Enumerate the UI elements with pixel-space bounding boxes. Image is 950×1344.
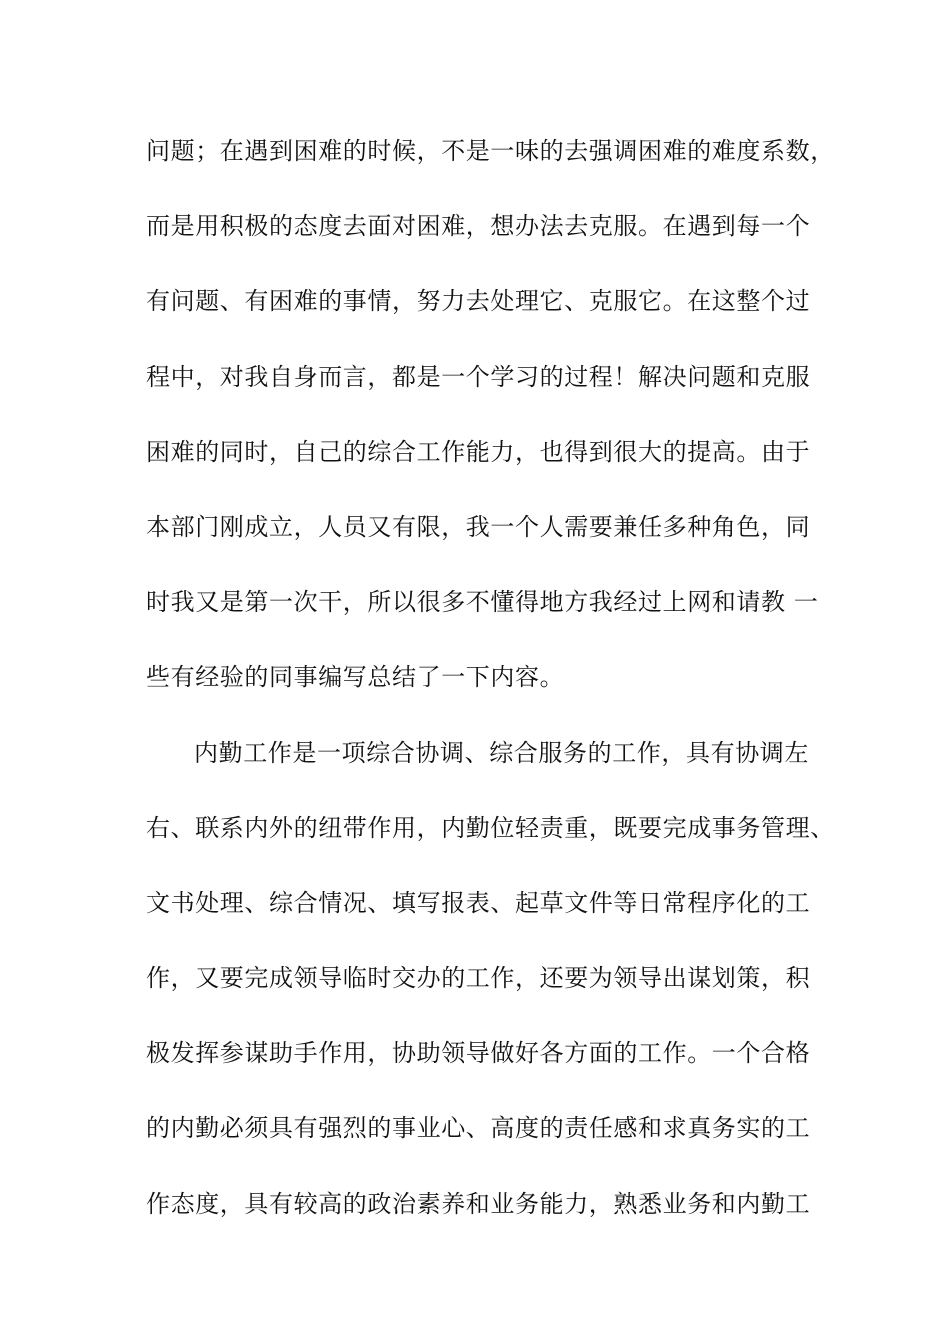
text-line: 而是用积极的态度去面对困难，想办法去克服。在遇到每一个 [146, 212, 811, 241]
text-line-indented: 内勤工作是一项综合协调、综合服务的工作，具有协调左 [194, 738, 809, 767]
paragraph-2 [146, 731, 846, 1257]
text-line: 本部门刚成立，人员又有限，我一个人需要兼任多种角色，同 [146, 512, 811, 541]
text-line: 文书处理、综合情况、填写报表、起草文件等日常程序化的工 [146, 888, 811, 917]
text-line: 极发挥参谋助手作用，协助领导做好各方面的工作。一个合格 [146, 1039, 811, 1068]
document-body [146, 129, 846, 1257]
text-line: 的内勤必须具有强烈的事业心、高度的责任感和求真务实的工 [146, 1114, 811, 1143]
text-line: 些有经验的同事编写总结了一下内容。 [146, 663, 565, 692]
text-line: 问题；在遇到困难的时候，不是一味的去强调困难的难度系数， [146, 137, 835, 165]
paragraph-1 [146, 129, 846, 731]
text-line: 时我又是第一次干，所以很多不懂得地方我经过上网和请教 一 [146, 588, 819, 617]
text-line: 作态度，具有较高的政治素养和业务能力，熟悉业务和内勤工 [146, 1189, 811, 1218]
text-line: 右、联系内外的纽带作用，内勤位轻责重，既要完成事务管理、 [146, 813, 835, 842]
text-line: 程中，对我自身而言，都是一个学习的过程！解决问题和克服 [146, 362, 811, 391]
text-line: 有问题、有困难的事情，努力去处理它、克服它。在这整个过 [146, 287, 811, 316]
text-line: 困难的同时，自己的综合工作能力，也得到很大的提高。由于 [146, 437, 811, 466]
text-line: 作，又要完成领导临时交办的工作，还要为领导出谋划策，积 [146, 964, 811, 993]
